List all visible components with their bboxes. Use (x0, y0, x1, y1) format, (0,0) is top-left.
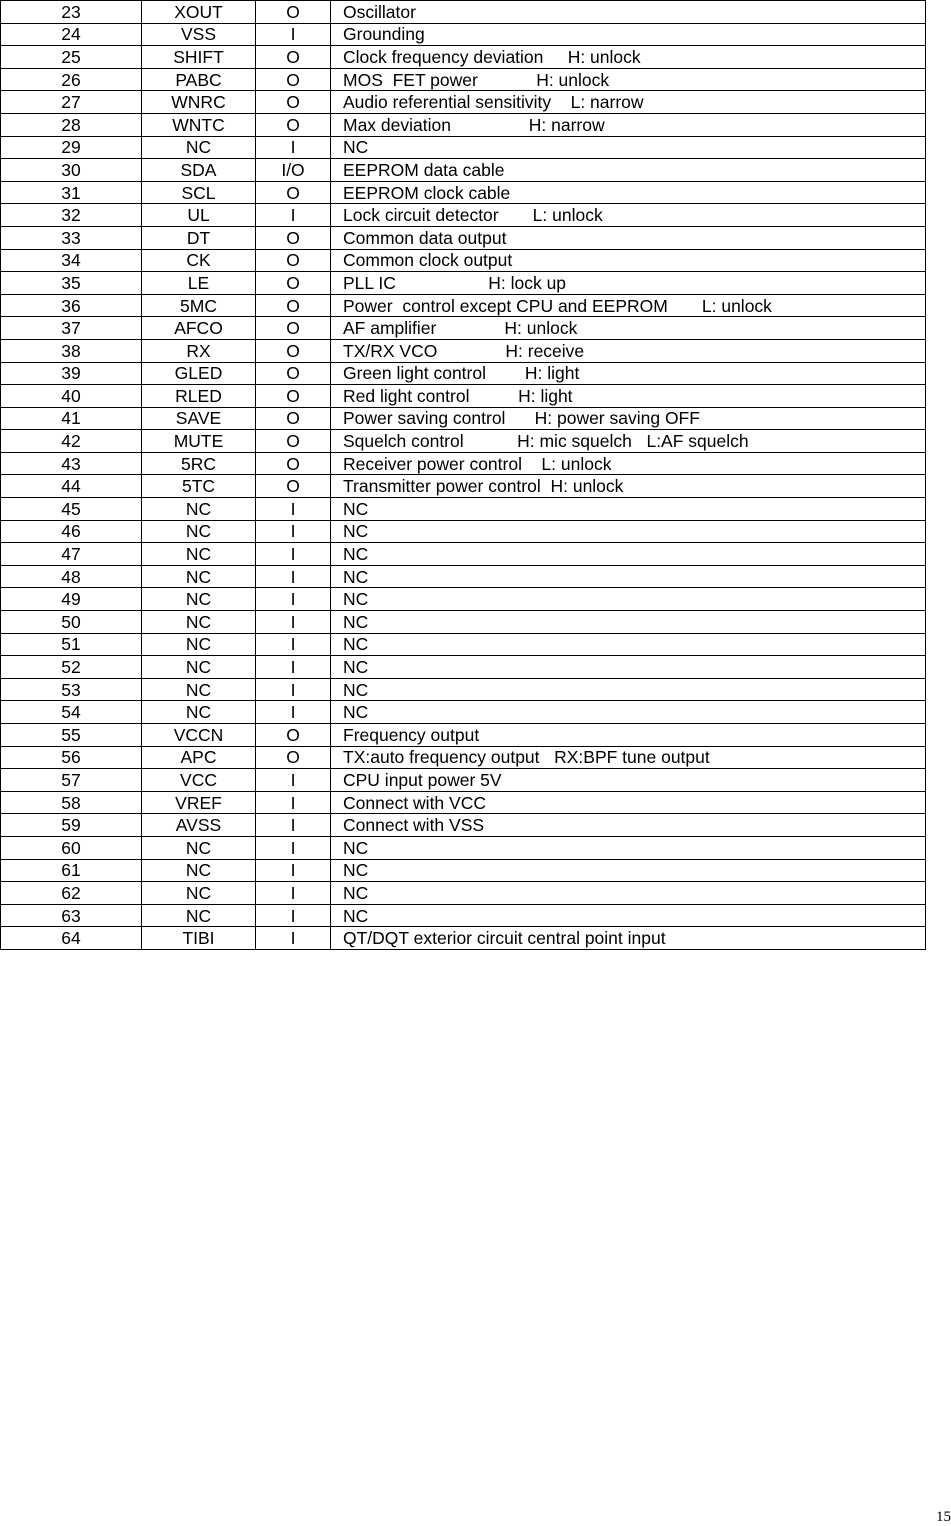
table-row (1, 814, 926, 837)
pin-io-cell: O (256, 294, 331, 317)
pin-table-body (1, 1, 926, 950)
pin-symbol-cell: VSS (142, 23, 256, 46)
pin-number-cell: 56 (1, 746, 142, 769)
pin-number-cell: 47 (1, 543, 142, 566)
pin-io-cell: I (256, 904, 331, 927)
table-row (1, 882, 926, 905)
table-row (1, 294, 926, 317)
pin-description-cell: Power saving control H: power saving OFF (331, 407, 926, 430)
pin-number-cell: 23 (1, 1, 142, 24)
pin-number-cell: 55 (1, 724, 142, 747)
pin-symbol-cell: MUTE (142, 430, 256, 453)
pin-io-cell: O (256, 113, 331, 136)
pin-symbol-cell: CK (142, 249, 256, 272)
pin-number-cell: 24 (1, 23, 142, 46)
pin-symbol-cell: NC (142, 498, 256, 521)
pin-io-cell: I (256, 588, 331, 611)
pin-symbol-cell: VREF (142, 791, 256, 814)
pin-description-cell: Oscillator (331, 1, 926, 24)
table-row (1, 927, 926, 950)
pin-symbol-cell: SAVE (142, 407, 256, 430)
pin-number-cell: 51 (1, 633, 142, 656)
pin-io-cell: O (256, 430, 331, 453)
table-row (1, 746, 926, 769)
pin-number-cell: 35 (1, 272, 142, 295)
pin-symbol-cell: NC (142, 565, 256, 588)
pin-description-cell: Grounding (331, 23, 926, 46)
pin-number-cell: 25 (1, 46, 142, 69)
pin-symbol-cell: SCL (142, 181, 256, 204)
pin-description-cell: NC (331, 678, 926, 701)
pin-description-cell: EEPROM clock cable (331, 181, 926, 204)
table-row (1, 859, 926, 882)
pin-io-cell: I (256, 136, 331, 159)
pin-io-cell: I (256, 678, 331, 701)
pin-symbol-cell: 5RC (142, 452, 256, 475)
table-row (1, 565, 926, 588)
table-row (1, 204, 926, 227)
pin-description-cell: NC (331, 565, 926, 588)
pin-number-cell: 58 (1, 791, 142, 814)
pin-symbol-cell: NC (142, 678, 256, 701)
pin-symbol-cell: TIBI (142, 927, 256, 950)
table-row (1, 249, 926, 272)
table-row (1, 452, 926, 475)
pin-io-cell: O (256, 724, 331, 747)
pin-number-cell: 46 (1, 520, 142, 543)
pin-number-cell: 37 (1, 317, 142, 340)
pin-description-cell: Frequency output (331, 724, 926, 747)
pin-io-cell: O (256, 68, 331, 91)
pin-description-cell: Receiver power control L: unlock (331, 452, 926, 475)
table-row (1, 385, 926, 408)
pin-io-cell: O (256, 339, 331, 362)
pin-number-cell: 42 (1, 430, 142, 453)
table-row (1, 181, 926, 204)
pin-description-cell: NC (331, 836, 926, 859)
pin-number-cell: 62 (1, 882, 142, 905)
pin-description-cell: NC (331, 633, 926, 656)
pin-symbol-cell: VCC (142, 769, 256, 792)
pin-description-cell: Common clock output (331, 249, 926, 272)
pin-io-cell: I (256, 791, 331, 814)
pin-description-cell: Lock circuit detector L: unlock (331, 204, 926, 227)
pin-io-cell: I (256, 204, 331, 227)
pin-description-cell: TX/RX VCO H: receive (331, 339, 926, 362)
table-row (1, 498, 926, 521)
table-row (1, 701, 926, 724)
table-row (1, 633, 926, 656)
pin-number-cell: 41 (1, 407, 142, 430)
pin-symbol-cell: NC (142, 656, 256, 679)
pin-symbol-cell: NC (142, 633, 256, 656)
pin-io-cell: O (256, 385, 331, 408)
pin-io-cell: I (256, 814, 331, 837)
pin-symbol-cell: SDA (142, 159, 256, 182)
table-row (1, 159, 926, 182)
pin-number-cell: 40 (1, 385, 142, 408)
pin-number-cell: 45 (1, 498, 142, 521)
pin-io-cell: O (256, 226, 331, 249)
pin-description-cell: NC (331, 498, 926, 521)
pin-io-cell: I (256, 23, 331, 46)
table-row (1, 91, 926, 114)
pin-number-cell: 48 (1, 565, 142, 588)
pin-symbol-cell: SHIFT (142, 46, 256, 69)
pin-io-cell: I (256, 633, 331, 656)
table-row (1, 68, 926, 91)
table-row (1, 724, 926, 747)
pin-number-cell: 34 (1, 249, 142, 272)
pin-description-cell: Clock frequency deviation H: unlock (331, 46, 926, 69)
pin-symbol-cell: NC (142, 611, 256, 634)
pin-number-cell: 32 (1, 204, 142, 227)
pin-io-cell: I (256, 498, 331, 521)
pin-number-cell: 54 (1, 701, 142, 724)
pin-description-cell: Squelch control H: mic squelch L:AF squelch (331, 430, 926, 453)
pin-number-cell: 30 (1, 159, 142, 182)
pin-symbol-cell: NC (142, 520, 256, 543)
pin-io-cell: O (256, 452, 331, 475)
pin-description-cell: NC (331, 611, 926, 634)
table-row (1, 23, 926, 46)
table-row (1, 611, 926, 634)
pin-number-cell: 57 (1, 769, 142, 792)
pin-description-cell: Audio referential sensitivity L: narrow (331, 91, 926, 114)
pin-number-cell: 59 (1, 814, 142, 837)
pin-description-cell: PLL IC H: lock up (331, 272, 926, 295)
pin-io-cell: I (256, 769, 331, 792)
pin-symbol-cell: XOUT (142, 1, 256, 24)
table-row (1, 836, 926, 859)
pin-io-cell: O (256, 91, 331, 114)
pin-symbol-cell: NC (142, 836, 256, 859)
pin-description-cell: Red light control H: light (331, 385, 926, 408)
pin-symbol-cell: 5TC (142, 475, 256, 498)
pin-description-cell: Green light control H: light (331, 362, 926, 385)
pin-io-cell: I (256, 543, 331, 566)
pin-number-cell: 38 (1, 339, 142, 362)
pin-number-cell: 27 (1, 91, 142, 114)
pin-io-cell: O (256, 475, 331, 498)
pin-number-cell: 52 (1, 656, 142, 679)
pin-symbol-cell: NC (142, 859, 256, 882)
pin-io-cell: I (256, 701, 331, 724)
table-row (1, 904, 926, 927)
table-row (1, 475, 926, 498)
pin-symbol-cell: DT (142, 226, 256, 249)
pin-description-cell: NC (331, 904, 926, 927)
table-row (1, 430, 926, 453)
pin-io-cell: I (256, 656, 331, 679)
table-row (1, 272, 926, 295)
pin-description-cell: QT/DQT exterior circuit central point input (331, 927, 926, 950)
pin-number-cell: 29 (1, 136, 142, 159)
pin-description-cell: NC (331, 136, 926, 159)
pin-symbol-cell: AFCO (142, 317, 256, 340)
pin-symbol-cell: NC (142, 543, 256, 566)
pin-description-cell: Common data output (331, 226, 926, 249)
pin-description-cell: NC (331, 882, 926, 905)
table-row (1, 46, 926, 69)
table-row (1, 543, 926, 566)
table-row (1, 339, 926, 362)
table-row (1, 520, 926, 543)
pin-number-cell: 33 (1, 226, 142, 249)
pin-number-cell: 50 (1, 611, 142, 634)
pin-description-cell: TX:auto frequency output RX:BPF tune output (331, 746, 926, 769)
pin-description-cell: Connect with VCC (331, 791, 926, 814)
table-row (1, 407, 926, 430)
pin-symbol-cell: NC (142, 882, 256, 905)
pin-symbol-cell: NC (142, 904, 256, 927)
pin-number-cell: 31 (1, 181, 142, 204)
pin-io-cell: O (256, 407, 331, 430)
pin-io-cell: O (256, 46, 331, 69)
pin-description-cell: EEPROM data cable (331, 159, 926, 182)
pin-symbol-cell: 5MC (142, 294, 256, 317)
pin-number-cell: 63 (1, 904, 142, 927)
table-row (1, 656, 926, 679)
table-row (1, 678, 926, 701)
table-row (1, 362, 926, 385)
pin-io-cell: O (256, 317, 331, 340)
pin-description-cell: NC (331, 588, 926, 611)
pin-symbol-cell: RX (142, 339, 256, 362)
pin-symbol-cell: RLED (142, 385, 256, 408)
pin-io-cell: I (256, 611, 331, 634)
pin-description-cell: Transmitter power control H: unlock (331, 475, 926, 498)
pin-description-cell: Power control except CPU and EEPROM L: unlock (331, 294, 926, 317)
pin-number-cell: 53 (1, 678, 142, 701)
pin-io-cell: O (256, 746, 331, 769)
pin-symbol-cell: UL (142, 204, 256, 227)
pin-number-cell: 36 (1, 294, 142, 317)
pin-description-cell: MOS FET power H: unlock (331, 68, 926, 91)
pin-io-cell: I (256, 520, 331, 543)
pin-number-cell: 44 (1, 475, 142, 498)
pin-symbol-cell: WNTC (142, 113, 256, 136)
pin-symbol-cell: AVSS (142, 814, 256, 837)
pin-io-cell: I (256, 836, 331, 859)
pin-description-cell: Max deviation H: narrow (331, 113, 926, 136)
pin-io-cell: O (256, 181, 331, 204)
pin-description-cell: Connect with VSS (331, 814, 926, 837)
pin-symbol-cell: NC (142, 136, 256, 159)
table-row (1, 1, 926, 24)
pin-symbol-cell: VCCN (142, 724, 256, 747)
pin-description-cell: CPU input power 5V (331, 769, 926, 792)
table-row (1, 136, 926, 159)
pin-number-cell: 61 (1, 859, 142, 882)
table-row (1, 317, 926, 340)
pin-number-cell: 43 (1, 452, 142, 475)
table-row (1, 791, 926, 814)
pin-symbol-cell: NC (142, 588, 256, 611)
pin-description-cell: NC (331, 859, 926, 882)
pin-io-cell: O (256, 1, 331, 24)
pin-symbol-cell: PABC (142, 68, 256, 91)
pin-symbol-cell: WNRC (142, 91, 256, 114)
table-row (1, 113, 926, 136)
pin-io-cell: I (256, 882, 331, 905)
pin-io-cell: I/O (256, 159, 331, 182)
pin-number-cell: 39 (1, 362, 142, 385)
table-row (1, 769, 926, 792)
pin-io-cell: I (256, 565, 331, 588)
pin-number-cell: 28 (1, 113, 142, 136)
pin-symbol-cell: GLED (142, 362, 256, 385)
pin-io-cell: I (256, 859, 331, 882)
pin-io-cell: O (256, 249, 331, 272)
pin-symbol-cell: LE (142, 272, 256, 295)
pin-number-cell: 60 (1, 836, 142, 859)
pin-description-cell: NC (331, 701, 926, 724)
pin-number-cell: 64 (1, 927, 142, 950)
pin-number-cell: 26 (1, 68, 142, 91)
pin-description-cell: NC (331, 520, 926, 543)
table-row (1, 588, 926, 611)
pin-io-cell: I (256, 927, 331, 950)
pin-symbol-cell: APC (142, 746, 256, 769)
table-row (1, 226, 926, 249)
pin-description-cell: AF amplifier H: unlock (331, 317, 926, 340)
pin-io-cell: O (256, 272, 331, 295)
pin-number-cell: 49 (1, 588, 142, 611)
pin-symbol-cell: NC (142, 701, 256, 724)
pin-io-cell: O (256, 362, 331, 385)
pin-description-cell: NC (331, 656, 926, 679)
pin-description-cell: NC (331, 543, 926, 566)
page-number: 15 (936, 1509, 951, 1525)
